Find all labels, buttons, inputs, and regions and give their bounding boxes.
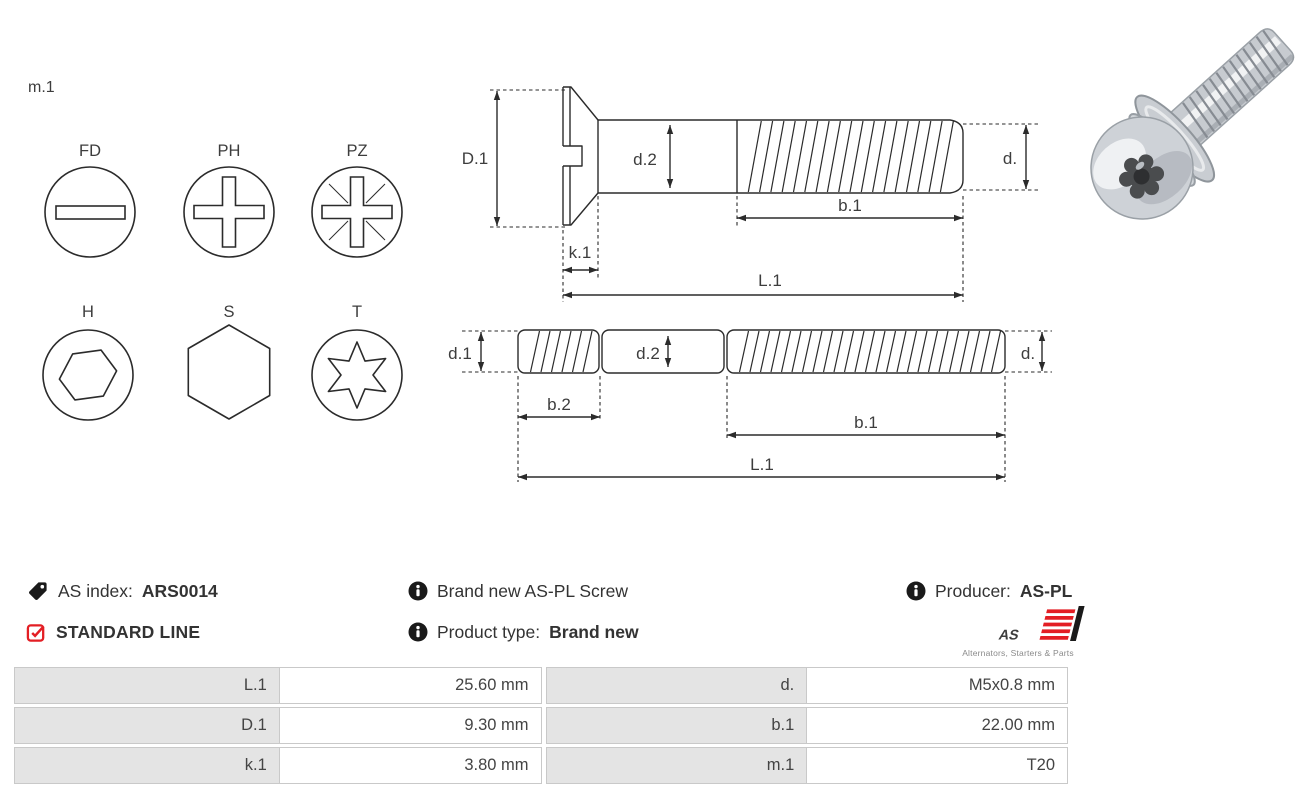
drive-ph-label: PH (217, 142, 241, 160)
spec-value: T20 (807, 747, 1068, 784)
table-row (14, 747, 1068, 784)
drive-s-icon (188, 303, 269, 419)
producer-value: AS-PL (1019, 580, 1073, 601)
screw-head-outline (563, 87, 598, 225)
info-icon (408, 622, 428, 642)
spec-value: 22.00 mm (807, 707, 1068, 744)
spec-label: L.1 (14, 667, 280, 704)
screw-shank-outline (598, 120, 737, 193)
spec-value: 3.80 mm (280, 747, 542, 784)
spec-label: D.1 (14, 707, 280, 744)
standard-line-badge: STANDARD LINE (56, 621, 201, 642)
as-index-value: ARS0014 (141, 580, 218, 601)
dim-label-d: d. (1002, 149, 1018, 168)
table-row (14, 667, 1068, 704)
as-pl-logo (985, 604, 1085, 648)
drive-type-icons (0, 0, 460, 450)
spec-label: m.1 (546, 747, 808, 784)
drive-pz-icon (312, 142, 402, 257)
logo-as-text: AS (996, 627, 1021, 644)
countersunk-screw-drawing (440, 60, 1060, 310)
drive-s-label: S (223, 303, 235, 321)
dim-label-L1: L.1 (758, 271, 782, 290)
product-description: Brand new AS-PL Screw (437, 580, 628, 601)
standard-line-row (26, 620, 200, 644)
drive-dimension-label: m.1 (28, 79, 55, 96)
drive-h-label: H (82, 303, 94, 321)
spec-table (14, 667, 1068, 787)
as-index-row (26, 579, 218, 603)
dim-label-d: d. (1020, 344, 1036, 363)
dim-label-d2: d.2 (636, 344, 660, 363)
stud-screw-drawing (440, 320, 1060, 505)
drive-ph-icon (184, 142, 274, 257)
drive-t-label: T (351, 303, 363, 321)
dim-label-d1: d.1 (448, 344, 472, 363)
logo-tagline: Alternators, Starters & Parts (962, 648, 1074, 658)
drive-fd-label: FD (79, 142, 101, 160)
screw-thread-outline (737, 120, 963, 193)
spec-label: b.1 (546, 707, 808, 744)
producer-row (906, 579, 1072, 603)
drive-t-icon (312, 303, 402, 420)
product-type-value: Brand new (549, 621, 639, 642)
dim-label-b2: b.2 (547, 395, 571, 414)
producer-label: Producer: (935, 580, 1011, 601)
drive-fd-icon (45, 142, 135, 257)
dim-label-D1: D.1 (461, 149, 489, 168)
as-index-label: AS index: (58, 580, 133, 601)
product-type-label: Product type: (437, 621, 541, 642)
spec-value: 9.30 mm (280, 707, 542, 744)
product-type-row (408, 620, 639, 644)
product-photo-screw (1080, 0, 1316, 240)
dim-label-L1: L.1 (750, 455, 774, 474)
stud-outline (518, 330, 1005, 373)
spec-label: d. (546, 667, 808, 704)
dim-label-k1: k.1 (568, 243, 592, 262)
dim-label-b1: b.1 (838, 196, 862, 215)
checkbox-checked-icon (26, 622, 47, 643)
dim-label-b1: b.1 (854, 413, 878, 432)
spec-label: k.1 (14, 747, 280, 784)
table-row (14, 707, 1068, 744)
drive-h-icon (43, 303, 133, 420)
spec-value: 25.60 mm (280, 667, 542, 704)
description-row (408, 579, 628, 603)
spec-value: M5x0.8 mm (807, 667, 1068, 704)
info-icon (906, 581, 926, 601)
tag-icon (26, 580, 49, 603)
drive-pz-label: PZ (346, 142, 368, 160)
info-icon (408, 581, 428, 601)
dim-label-d2: d.2 (633, 150, 657, 169)
